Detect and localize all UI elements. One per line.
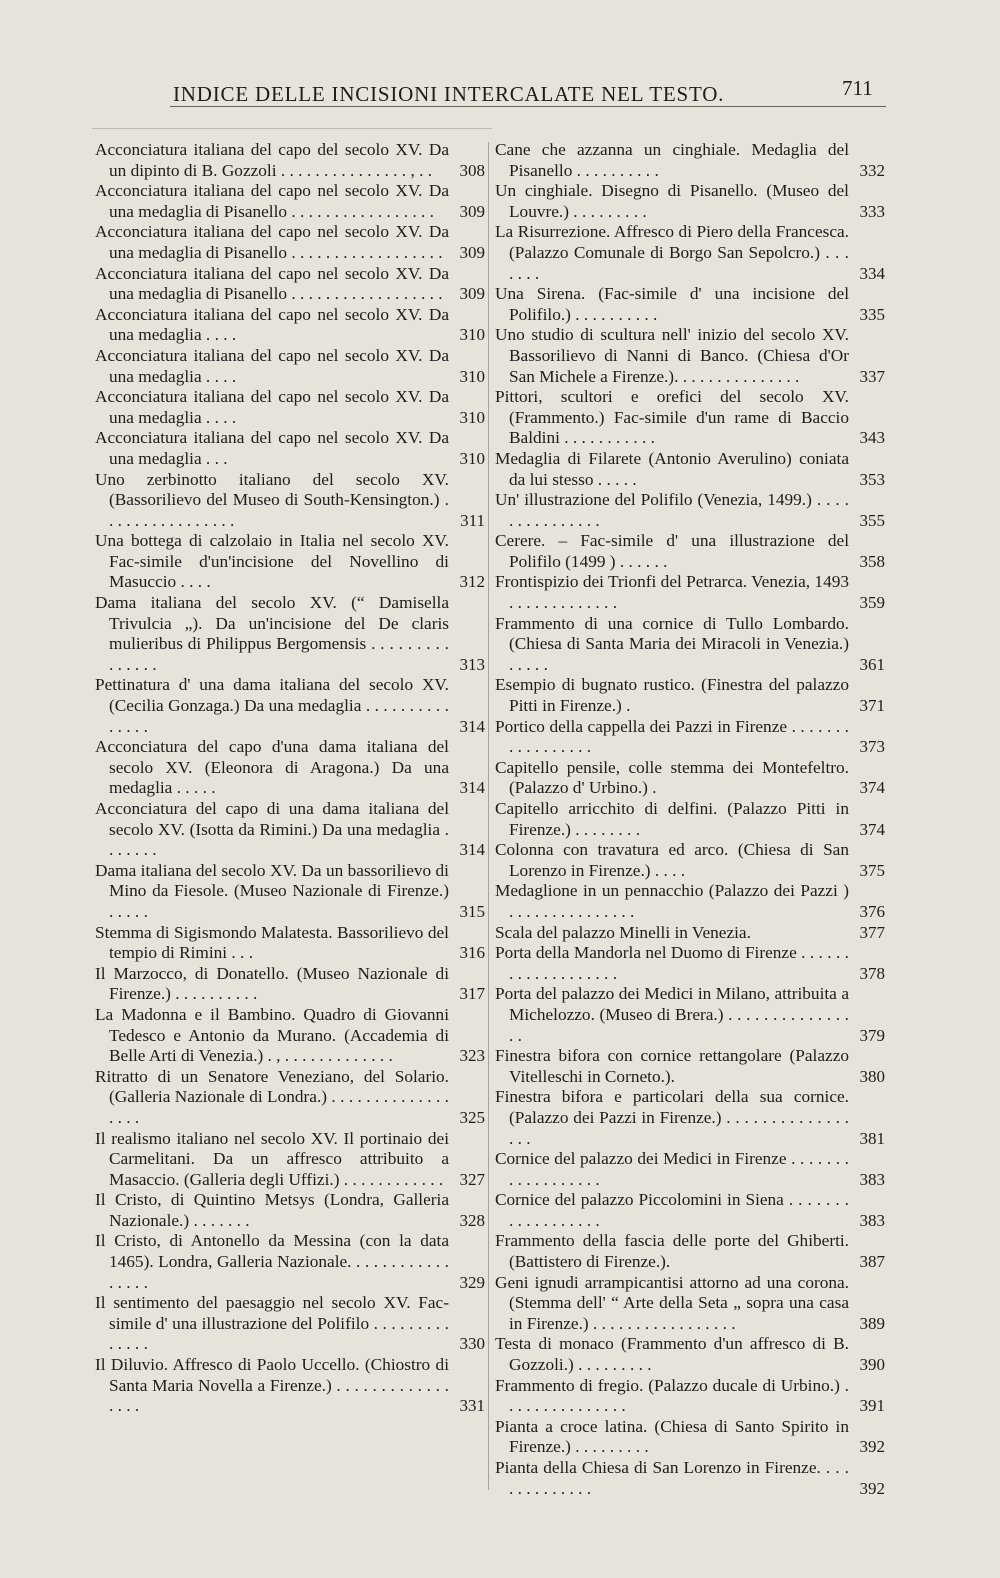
index-entry: [95, 737, 485, 799]
entry-text: Frammento della fascia delle porte del Ghiberti. (Battistero di Firenze.).: [495, 1231, 849, 1272]
index-entry: [95, 1005, 485, 1067]
index-entry: [95, 222, 485, 263]
entry-text: Stemma di Sigismondo Malatesta. Bassorilievo del tempio di Rimini . . .: [95, 922, 449, 963]
entry-page: 323: [459, 1046, 485, 1066]
left-column: [95, 140, 485, 1417]
index-entry: [495, 531, 885, 572]
entry-text: Finestra bifora con cornice rettangolare (Palazzo Vitelleschi in Corneto.).: [495, 1046, 849, 1086]
entry-page: 371: [859, 696, 885, 716]
entry-page: 390: [859, 1355, 885, 1375]
entry-text: Geni ignudi arrampicantisi attorno ad una corona. (Stemma dell' “ Arte della Seta „ sopra una casa in Firenze.) . . . . . . . . . . . . . . . . .: [495, 1272, 849, 1333]
entry-text: Porta del palazzo dei Medici in Milano, attribuita a Michelozzo. (Museo di Brera.) . . . . . . . . . . . . . . . .: [495, 984, 849, 1045]
index-entry: [495, 222, 885, 284]
running-header: [170, 70, 890, 110]
index-entry: [495, 284, 885, 325]
entry-text: Pianta della Chiesa di San Lorenzo in Firenze. . . . . . . . . . . . . .: [495, 1458, 849, 1498]
index-entry: [495, 572, 885, 613]
entry-text: Frammento di fregio. (Palazzo ducale di Urbino.) . . . . . . . . . . . . . . .: [495, 1375, 849, 1416]
index-entry: [495, 943, 885, 984]
entry-page: 333: [859, 201, 885, 221]
entry-page: 311: [460, 510, 485, 530]
entry-text: Scala del palazzo Minelli in Venezia.: [495, 922, 751, 942]
entry-text: Il Cristo, di Quintino Metsys (Londra, Galleria Nazionale.) . . . . . . .: [95, 1190, 449, 1230]
index-entry: [495, 387, 885, 449]
entry-text: La Risurrezione. Affresco di Piero della Francesca. (Palazzo Comunale di Borgo San Sepolcro.) . . . . . . .: [495, 222, 849, 283]
right-column: [495, 140, 885, 1499]
entry-page: 314: [459, 840, 485, 860]
entry-text: Pianta a croce latina. (Chiesa di Santo Spirito in Firenze.) . . . . . . . . .: [495, 1416, 849, 1457]
index-entry: [95, 305, 485, 346]
entry-text: Frontispizio dei Trionfi del Petrarca. Venezia, 1493 . . . . . . . . . . . . .: [495, 572, 849, 613]
index-entry: [495, 717, 885, 758]
entry-page: 310: [459, 407, 485, 427]
entry-page: 335: [859, 304, 885, 324]
entry-text: Una Sirena. (Fac-simile d' una incisione del Polifilo.) . . . . . . . . . .: [495, 284, 849, 324]
column-divider: [488, 142, 489, 1490]
entry-text: Acconciatura italiana del capo nel secolo XV. Da una medaglia di Pisanello . . . . . . . . . . . . . . . . .: [95, 181, 449, 221]
index-entry: [95, 428, 485, 469]
entry-text: Acconciatura italiana del capo del secolo XV. Da un dipinto di B. Gozzoli . . . . . . . . . . . . . . . , . .: [95, 140, 449, 180]
entry-text: Frammento di una cornice di Tullo Lombardo. (Chiesa di Santa Maria dei Miracoli in Venezia.) . . . . .: [495, 613, 849, 674]
entry-text: Acconciatura italiana del capo nel secolo XV. Da una medaglia . . .: [95, 428, 449, 468]
entry-text: Finestra bifora e particolari della sua cornice. (Palazzo dei Pazzi in Firenze.) . . . . . . . . . . . . . . . . .: [495, 1087, 849, 1148]
index-entry: [495, 1458, 885, 1499]
header-rule: [170, 106, 886, 107]
entry-page: 313: [459, 654, 485, 674]
entry-page: 343: [859, 428, 885, 448]
index-entry: [495, 1149, 885, 1190]
entry-text: Acconciatura italiana del capo nel secolo XV. Da una medaglia . . . .: [95, 387, 449, 427]
entry-page: 331: [459, 1396, 485, 1416]
index-entry: [495, 1087, 885, 1149]
entry-page: 361: [859, 654, 885, 674]
index-entry: [95, 470, 485, 532]
index-entry: [495, 614, 885, 676]
index-entry: [495, 1190, 885, 1231]
entry-text: Un' illustrazione del Polifilo (Venezia, 1499.) . . . . . . . . . . . . . . .: [495, 490, 849, 530]
index-entry: [495, 881, 885, 922]
entry-text: Pittori, scultori e orefici del secolo XV. (Frammento.) Fac-simile d'un rame di Baccio Baldini . . . . . . . . . . .: [495, 387, 849, 448]
index-entry: [495, 923, 885, 944]
entry-page: 329: [459, 1272, 485, 1292]
entry-page: 358: [859, 551, 885, 571]
entry-page: 309: [459, 242, 485, 262]
entry-page: 337: [859, 366, 885, 386]
entry-page: 377: [859, 922, 885, 942]
entry-text: Una bottega di calzolaio in Italia nel secolo XV. Fac-simile d'un'incisione del Novellino di Masuccio . . . .: [95, 531, 449, 592]
index-entry: [495, 1376, 885, 1417]
entry-text: Cornice del palazzo dei Medici in Firenze . . . . . . . . . . . . . . . . . .: [495, 1149, 849, 1189]
entry-page: 373: [859, 737, 885, 757]
entry-page: 309: [459, 201, 485, 221]
index-entry: [95, 181, 485, 222]
index-entry: [95, 1231, 485, 1293]
entry-text: Un cinghiale. Disegno di Pisanello. (Museo del Louvre.) . . . . . . . . .: [495, 181, 849, 221]
entry-text: Esempio di bugnato rustico. (Finestra del palazzo Pitti in Firenze.) .: [495, 675, 849, 716]
index-entry: [495, 449, 885, 490]
entry-page: 380: [859, 1066, 885, 1086]
index-entry: [95, 1293, 485, 1355]
entry-page: 330: [459, 1334, 485, 1354]
entry-text: Uno studio di scultura nell' inizio del secolo XV. Bassorilievo di Nanni di Banco. (Chiesa d'Or San Michele a Firenze.). . . . . . . . . . . . . . .: [495, 325, 849, 386]
index-entry: [495, 799, 885, 840]
entry-page: 310: [459, 366, 485, 386]
entry-page: 383: [859, 1210, 885, 1230]
index-entry: [95, 923, 485, 964]
index-entry: [95, 264, 485, 305]
entry-text: Uno zerbinotto italiano del secolo XV. (Bassorilievo del Museo di South-Kensington.) . . . . . . . . . . . . . . . .: [95, 469, 449, 530]
entry-text: La Madonna e il Bambino. Quadro di Giovanni Tedesco e Antonio da Murano. (Accademia di Belle Arti di Venezia.) . , . . . . . . . . . . . . .: [95, 1004, 449, 1066]
index-entry: [95, 1190, 485, 1231]
entry-page: 317: [459, 984, 485, 1004]
entry-text: Portico della cappella dei Pazzi in Firenze . . . . . . . . . . . . . . . . .: [495, 716, 849, 757]
entry-page: 316: [459, 943, 485, 963]
entry-text: Ritratto di un Senatore Veneziano, del Solario. (Galleria Nazionale di Londra.) . . . . . . . . . . . . . . . . . .: [95, 1066, 449, 1127]
index-entry: [95, 964, 485, 1005]
entry-text: Cerere. – Fac-simile d' una illustrazione del Polifilo (1499 ) . . . . . .: [495, 531, 849, 571]
entry-page: 314: [459, 778, 485, 798]
entry-text: Acconciatura italiana del capo nel secolo XV. Da una medaglia . . . .: [95, 304, 449, 345]
index-entry: [95, 346, 485, 387]
entry-text: Acconciatura italiana del capo nel secolo XV. Da una medaglia di Pisanello . . . . . . . . . . . . . . . . . .: [95, 263, 449, 304]
index-entry: [95, 593, 485, 675]
entry-page: 334: [859, 263, 885, 283]
index-entry: [95, 861, 485, 923]
index-entry: [95, 140, 485, 181]
index-entry: [95, 1067, 485, 1129]
entry-page: 389: [859, 1313, 885, 1333]
entry-page: 312: [459, 572, 485, 592]
entry-page: 314: [459, 716, 485, 736]
entry-page: 375: [859, 860, 885, 880]
entry-page: 387: [859, 1252, 885, 1272]
entry-text: Il sentimento del paesaggio nel secolo XV. Fac-simile d' una illustrazione del Polifilo . . . . . . . . . . . . . .: [95, 1293, 449, 1354]
entry-text: Capitello pensile, colle stemma dei Montefeltro. (Palazzo d' Urbino.) .: [495, 757, 849, 798]
entry-page: 355: [859, 510, 885, 530]
entry-page: 359: [859, 593, 885, 613]
entry-text: Medaglione in un pennacchio (Palazzo dei Pazzi ) . . . . . . . . . . . . . . .: [495, 881, 849, 921]
entry-page: 374: [859, 778, 885, 798]
entry-text: Acconciatura del capo d'una dama italiana del secolo XV. (Eleonora di Aragona.) Da una medaglia . . . . .: [95, 737, 449, 798]
index-entry: [495, 1231, 885, 1272]
index-entry: [95, 387, 485, 428]
entry-text: Capitello arricchito di delfini. (Palazzo Pitti in Firenze.) . . . . . . . .: [495, 799, 849, 839]
index-entry: [495, 1334, 885, 1375]
entry-text: Acconciatura italiana del capo nel secolo XV. Da una medaglia . . . .: [95, 345, 449, 386]
entry-text: Cornice del palazzo Piccolomini in Siena . . . . . . . . . . . . . . . . . .: [495, 1190, 849, 1230]
index-entry: [95, 1129, 485, 1191]
entry-text: Il Diluvio. Affresco di Paolo Uccello. (Chiostro di Santa Maria Novella a Firenze.) . . . . . . . . . . . . . . . . .: [95, 1355, 449, 1416]
index-entry: [495, 840, 885, 881]
entry-page: 374: [859, 819, 885, 839]
entry-text: Medaglia di Filarete (Antonio Averulino) coniata da lui stesso . . . . .: [495, 448, 849, 489]
index-entry: [495, 1046, 885, 1087]
entry-text: Il Marzocco, di Donatello. (Museo Nazionale di Firenze.) . . . . . . . . . .: [95, 963, 449, 1004]
entry-text: Il realismo italiano nel secolo XV. Il portinaio dei Carmelitani. Da un affresco attribuito a Masaccio. (Galleria degli Uffizi.) . . . . . . . . . . . .: [95, 1128, 449, 1189]
index-entry: [95, 799, 485, 861]
entry-page: 376: [859, 901, 885, 921]
faint-rule: [92, 128, 492, 129]
entry-page: 391: [859, 1396, 885, 1416]
index-entry: [495, 675, 885, 716]
entry-page: 327: [459, 1169, 485, 1189]
entry-text: Il Cristo, di Antonello da Messina (con la data 1465). Londra, Galleria Nazionale. . . . . . . . . . . . . . . . .: [95, 1231, 449, 1292]
index-entry: [495, 325, 885, 387]
entry-text: Acconciatura italiana del capo nel secolo XV. Da una medaglia di Pisanello . . . . . . . . . . . . . . . . . .: [95, 222, 449, 262]
index-entry: [495, 758, 885, 799]
entry-page: 379: [859, 1025, 885, 1045]
index-entry: [95, 1355, 485, 1417]
index-entry: [95, 675, 485, 737]
entry-page: 392: [859, 1478, 885, 1498]
entry-text: Porta della Mandorla nel Duomo di Firenze . . . . . . . . . . . . . . . . . . .: [495, 943, 849, 983]
entry-page: 353: [859, 469, 885, 489]
entry-text: Dama italiana del secolo XV. Da un bassorilievo di Mino da Fiesole. (Museo Nazionale di Firenze.) . . . . .: [95, 860, 449, 921]
entry-page: 378: [859, 963, 885, 983]
entry-page: 309: [459, 284, 485, 304]
entry-text: Colonna con travatura ed arco. (Chiesa di San Lorenzo in Firenze.) . . . .: [495, 840, 849, 880]
index-entry: [495, 181, 885, 222]
entry-page: 392: [859, 1437, 885, 1457]
entry-text: Testa di monaco (Frammento d'un affresco di B. Gozzoli.) . . . . . . . . .: [495, 1334, 849, 1375]
header-title: INDICE DELLE INCISIONI INTERCALATE NEL TESTO.: [173, 82, 725, 106]
entry-page: 315: [459, 901, 485, 921]
entry-page: 310: [459, 448, 485, 468]
index-entry: [495, 1417, 885, 1458]
entry-page: 328: [459, 1210, 485, 1230]
index-entry: [495, 984, 885, 1046]
entry-page: 381: [859, 1128, 885, 1148]
entry-text: Pettinatura d' una dama italiana del secolo XV. (Cecilia Gonzaga.) Da una medaglia . . . . . . . . . . . . . . .: [95, 675, 449, 736]
entry-page: 310: [459, 325, 485, 345]
entry-page: 383: [859, 1169, 885, 1189]
index-entry: [495, 490, 885, 531]
entry-text: Acconciatura del capo di una dama italiana del secolo XV. (Isotta da Rimini.) Da una medaglia . . . . . . .: [95, 799, 449, 860]
entry-page: 308: [459, 160, 485, 180]
index-entry: [495, 1273, 885, 1335]
entry-text: Dama italiana del secolo XV. (“ Damisella Trivulcia „). Da un'incisione del De claris mulieribus di Philippus Bergomensis . . . . . . . . . . . . . . .: [95, 593, 449, 674]
entry-text: Cane che azzanna un cinghiale. Medaglia del Pisanello . . . . . . . . . .: [495, 140, 849, 180]
index-entry: [495, 140, 885, 181]
entry-page: 332: [859, 160, 885, 180]
index-entry: [95, 531, 485, 593]
page-number: 711: [842, 76, 873, 100]
entry-page: 325: [459, 1107, 485, 1127]
